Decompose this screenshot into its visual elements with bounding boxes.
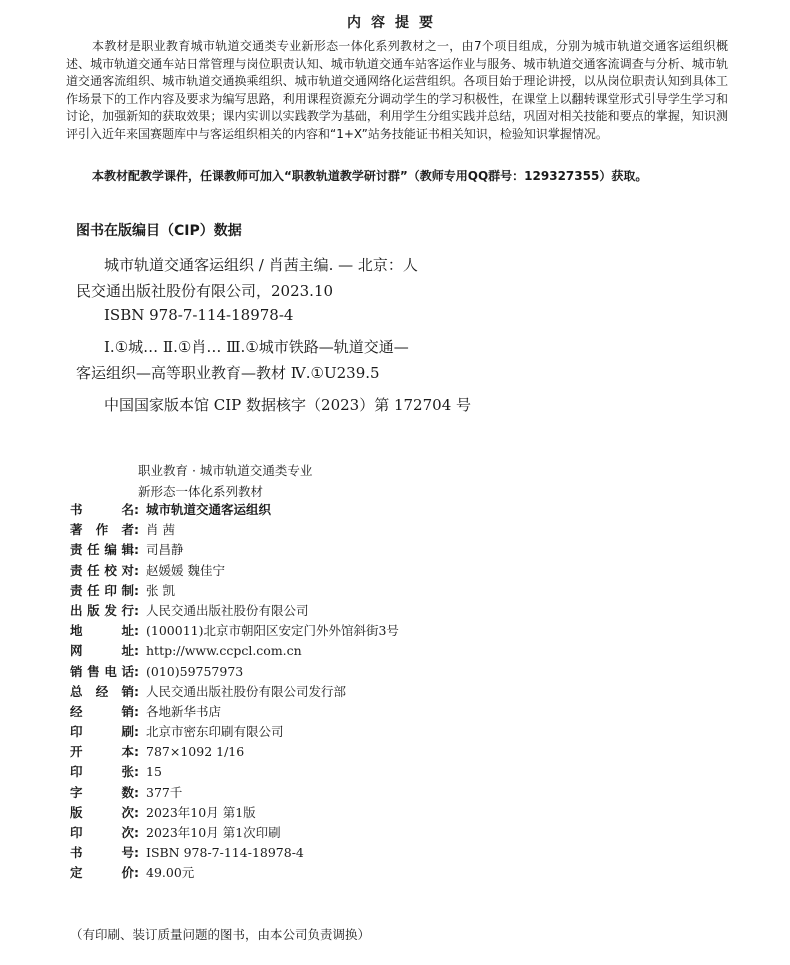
info-label: 印次 [70,825,134,840]
info-label: 著作者 [70,522,134,538]
editor-value: 司昌静 [146,542,184,558]
publisher-value: 人民交通出版社股份有限公司 [146,602,309,618]
retailer-value: 各地新华书店 [146,703,222,719]
phone-value: (010)59757973 [146,663,244,679]
info-row-title: 书名 : 城市轨道交通客运组织 [70,502,272,517]
address-value: (100011)北京市朝阳区安定门外外馆斜街3号 [146,623,399,639]
book-title-value: 城市轨道交通客运组织 [146,502,272,517]
info-row-format: 开本 : 787×1092 1/16 [70,744,245,760]
info-label: 印张 [70,764,134,780]
quality-note: （有印刷、装订质量问题的图书，由本公司负责调换） [70,927,371,942]
info-row-distributor: 总经销 : 人民交通出版社股份有限公司发行部 [70,683,347,699]
price-value: 49.00元 [146,865,195,881]
imprint-info-list [70,500,399,884]
info-label: 书名 [70,502,134,517]
cip-line-3: ISBN 978-7-114-18978-4 [104,306,294,324]
cip-heading: 图书在版编目（CIP）数据 [76,223,242,239]
info-label: 经销 [70,703,134,719]
info-row-retailer: 经销 : 各地新华书店 [70,703,222,719]
info-row-author: 著作者 : 肖 茜 [70,522,175,538]
isbn-value: ISBN 978-7-114-18978-4 [146,845,304,861]
proofreader-value: 赵媛媛 魏佳宁 [146,562,225,578]
sheets-value: 15 [146,764,162,780]
info-row-print-manager: 责任印制 : 张 凯 [70,582,175,598]
info-label: 字数 [70,784,134,800]
info-row-price: 定价 : 49.00元 [70,865,195,881]
info-label: 书号 [70,845,134,861]
info-row-publisher: 出版发行 : 人民交通出版社股份有限公司 [70,602,309,618]
print-manager-value: 张 凯 [146,582,175,598]
info-row-printer: 印刷 : 北京市密东印刷有限公司 [70,724,284,740]
series-line-1: 职业教育 · 城市轨道交通类专业 [138,463,313,478]
info-label: 责任校对 [70,562,134,578]
author-value: 肖 茜 [146,522,175,538]
info-label: 总经销 [70,683,134,699]
summary-body: 本教材是职业教育城市轨道交通类专业新形态一体化系列教材之一，由7个项目组成，分别为城市轨道交通客运组织概述、城市轨道交通车站日常管理与岗位职责认知、城市轨道交通车站客运作业与服务、城市轨道交通客流调查与分析、城市轨道交通客流组织、城市轨道交通换乘组织、城市轨道交通网络化运营组织。各项目始于理论讲授，以从岗位职责认知到具体工作场景下的工作内容及要求为编写思路，利用课程资源充分调动学生的学习积极性，在课堂上以翻转课堂形式引导学生学习和讨论，加强新知的获取效果；课内实训以实践教学为基础，利用学生分组实践并总结，巩固对相关技能和要点的掌握，知识测评引入近年来国赛题库中与客运组织相关的内容和“1+X”站务技能证书相关知识，检验知识掌握情况。 [66,39,728,141]
info-label: 责任印制 [70,582,134,598]
info-label: 开本 [70,744,134,760]
printer-value: 北京市密东印刷有限公司 [146,724,284,740]
info-row-address: 地址 : (100011)北京市朝阳区安定门外外馆斜街3号 [70,623,399,639]
info-label: 定价 [70,865,134,881]
info-label: 印刷 [70,724,134,740]
courseware-note: 本教材配教学课件，任课教师可加入“职教轨道教学研讨群”（教师专用QQ群号：129327355）获取。 [92,169,648,183]
info-label: 网址 [70,643,134,659]
cip-line-1: 城市轨道交通客运组织 / 肖茜主编. — 北京：人 [104,256,418,274]
cip-line-4: Ⅰ.①城… Ⅱ.①肖… Ⅲ.①城市铁路—轨道交通— [104,338,409,356]
info-row-printing: 印次 : 2023年10月 第1次印刷 [70,825,281,840]
info-row-wordcount: 字数 : 377千 [70,784,183,800]
cip-line-6: 中国国家版本馆 CIP 数据核字（2023）第 172704 号 [104,396,472,414]
edition-value: 2023年10月 第1版 [146,804,256,820]
format-value: 787×1092 1/16 [146,744,245,760]
info-label: 责任编辑 [70,542,134,558]
summary-title: 内容提要 [347,15,443,31]
printing-value: 2023年10月 第1次印刷 [146,825,281,840]
info-row-proofreader: 责任校对 : 赵媛媛 魏佳宁 [70,562,225,578]
cip-line-5: 客运组织—高等职业教育—教材 Ⅳ.①U239.5 [76,364,380,382]
info-row-isbn: 书号 : ISBN 978-7-114-18978-4 [70,845,304,861]
website-value: http://www.ccpcl.com.cn [146,643,302,659]
info-label: 地址 [70,623,134,639]
info-label: 销售电话 [70,663,134,679]
cip-line-2: 民交通出版社股份有限公司，2023.10 [76,282,334,300]
info-row-website: 网址 : http://www.ccpcl.com.cn [70,643,302,659]
info-row-edition: 版次 : 2023年10月 第1版 [70,804,256,820]
info-row-phone: 销售电话 : (010)59757973 [70,663,244,679]
info-label: 版次 [70,804,134,820]
series-line-2: 新形态一体化系列教材 [138,484,264,499]
wordcount-value: 377千 [146,784,183,800]
info-row-editor: 责任编辑 : 司昌静 [70,542,184,558]
info-label: 出版发行 [70,602,134,618]
distributor-value: 人民交通出版社股份有限公司发行部 [146,683,347,699]
info-row-sheets: 印张 : 15 [70,764,162,780]
